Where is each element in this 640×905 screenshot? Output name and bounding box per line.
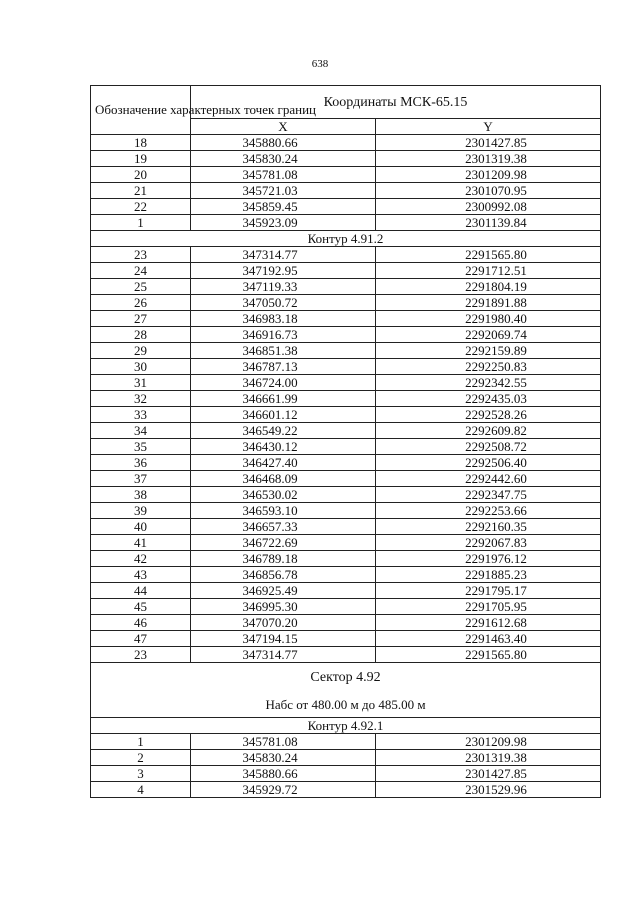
table-row (91, 647, 601, 663)
y-coordinate: 2301319.38 (376, 750, 601, 766)
table-row (91, 615, 601, 631)
sector-title-row (91, 663, 601, 692)
y-coordinate: 2301209.98 (376, 167, 601, 183)
y-coordinate: 2291885.23 (376, 567, 601, 583)
point-number: 25 (91, 279, 191, 295)
x-coordinate: 347070.20 (191, 615, 376, 631)
sector-height-range-row (91, 691, 601, 718)
table-row (91, 343, 601, 359)
table-row (91, 263, 601, 279)
point-number: 27 (91, 311, 191, 327)
x-coordinate: 346657.33 (191, 519, 376, 535)
y-coordinate: 2300992.08 (376, 199, 601, 215)
y-coordinate: 2292609.82 (376, 423, 601, 439)
point-number: 19 (91, 151, 191, 167)
point-number: 1 (91, 215, 191, 231)
point-number: 30 (91, 359, 191, 375)
y-coordinate: 2301427.85 (376, 135, 601, 151)
x-coordinate: 345923.09 (191, 215, 376, 231)
table-row (91, 750, 601, 766)
contour-heading-row (91, 718, 601, 734)
x-coordinate: 346851.38 (191, 343, 376, 359)
point-number: 29 (91, 343, 191, 359)
coordinates-system-header: Координаты МСК-65.15 (191, 86, 601, 119)
y-coordinate: 2291795.17 (376, 583, 601, 599)
table-row (91, 151, 601, 167)
table-header-row (91, 86, 601, 119)
x-coordinate: 346787.13 (191, 359, 376, 375)
table-row (91, 503, 601, 519)
x-coordinate: 345929.72 (191, 782, 376, 798)
point-number: 22 (91, 199, 191, 215)
table-row (91, 359, 601, 375)
y-coordinate: 2291565.80 (376, 247, 601, 263)
table-row (91, 199, 601, 215)
table-row (91, 423, 601, 439)
point-number: 26 (91, 295, 191, 311)
y-coordinate: 2292069.74 (376, 327, 601, 343)
table-row (91, 734, 601, 750)
x-coordinate: 346661.99 (191, 391, 376, 407)
x-coordinate: 345880.66 (191, 766, 376, 782)
y-coordinate: 2291463.40 (376, 631, 601, 647)
table-row (91, 391, 601, 407)
x-coordinate: 346593.10 (191, 503, 376, 519)
contour-heading: Контур 4.92.1 (91, 718, 601, 734)
x-coordinate: 347194.15 (191, 631, 376, 647)
y-coordinate: 2292160.35 (376, 519, 601, 535)
x-coordinate: 346789.18 (191, 551, 376, 567)
point-number: 42 (91, 551, 191, 567)
table-row (91, 782, 601, 798)
point-number: 43 (91, 567, 191, 583)
point-number: 1 (91, 734, 191, 750)
table-row (91, 766, 601, 782)
x-coordinate: 345721.03 (191, 183, 376, 199)
table-row (91, 183, 601, 199)
y-coordinate: 2301319.38 (376, 151, 601, 167)
table-row (91, 519, 601, 535)
table-row (91, 487, 601, 503)
y-coordinate: 2292435.03 (376, 391, 601, 407)
page-number: 638 (311, 58, 329, 70)
table-row (91, 551, 601, 567)
x-coordinate: 346925.49 (191, 583, 376, 599)
table-row (91, 455, 601, 471)
x-coordinate: 346983.18 (191, 311, 376, 327)
point-number: 21 (91, 183, 191, 199)
table-row (91, 599, 601, 615)
point-designation-header: Обозначение характерных точек границ (91, 86, 191, 135)
y-coordinate: 2301070.95 (376, 183, 601, 199)
y-coordinate: 2291980.40 (376, 311, 601, 327)
y-coordinate: 2291565.80 (376, 647, 601, 663)
x-coordinate: 346856.78 (191, 567, 376, 583)
x-coordinate: 346427.40 (191, 455, 376, 471)
contour-heading-row (91, 231, 601, 247)
point-number: 28 (91, 327, 191, 343)
contour-heading: Контур 4.91.2 (91, 231, 601, 247)
x-coordinate: 347192.95 (191, 263, 376, 279)
y-coordinate: 2291891.88 (376, 295, 601, 311)
table-row (91, 215, 601, 231)
y-coordinate: 2292067.83 (376, 535, 601, 551)
x-coordinate: 346549.22 (191, 423, 376, 439)
x-coordinate: 347050.72 (191, 295, 376, 311)
x-coordinate: 345830.24 (191, 151, 376, 167)
table-row (91, 327, 601, 343)
x-coordinate: 346724.00 (191, 375, 376, 391)
x-coordinate: 347314.77 (191, 647, 376, 663)
point-number: 4 (91, 782, 191, 798)
x-coordinate: 346722.69 (191, 535, 376, 551)
y-coordinate: 2291976.12 (376, 551, 601, 567)
point-number: 35 (91, 439, 191, 455)
table-row (91, 583, 601, 599)
point-number: 23 (91, 247, 191, 263)
y-coordinate: 2292528.26 (376, 407, 601, 423)
point-number: 34 (91, 423, 191, 439)
y-coordinate: 2291804.19 (376, 279, 601, 295)
point-number: 23 (91, 647, 191, 663)
x-coordinate: 345880.66 (191, 135, 376, 151)
x-coordinate: 347314.77 (191, 247, 376, 263)
table-row (91, 295, 601, 311)
point-number: 24 (91, 263, 191, 279)
y-coordinate: 2301529.96 (376, 782, 601, 798)
x-coordinate: 347119.33 (191, 279, 376, 295)
table-row (91, 567, 601, 583)
point-number: 45 (91, 599, 191, 615)
point-number: 37 (91, 471, 191, 487)
y-coordinate: 2292159.89 (376, 343, 601, 359)
point-number: 39 (91, 503, 191, 519)
y-coordinate: 2291612.68 (376, 615, 601, 631)
x-column-header: X (191, 119, 376, 135)
table-row (91, 535, 601, 551)
point-number: 44 (91, 583, 191, 599)
table-row (91, 631, 601, 647)
table-row (91, 247, 601, 263)
x-coordinate: 346916.73 (191, 327, 376, 343)
table-row (91, 135, 601, 151)
y-coordinate: 2292347.75 (376, 487, 601, 503)
x-coordinate: 346430.12 (191, 439, 376, 455)
y-coordinate: 2292342.55 (376, 375, 601, 391)
x-coordinate: 346530.02 (191, 487, 376, 503)
point-number: 38 (91, 487, 191, 503)
point-number: 18 (91, 135, 191, 151)
y-coordinate: 2292506.40 (376, 455, 601, 471)
point-number: 32 (91, 391, 191, 407)
table-row (91, 439, 601, 455)
table-row (91, 407, 601, 423)
point-number: 31 (91, 375, 191, 391)
point-number: 46 (91, 615, 191, 631)
point-number: 40 (91, 519, 191, 535)
x-coordinate: 346468.09 (191, 471, 376, 487)
x-coordinate: 346601.12 (191, 407, 376, 423)
y-coordinate: 2292253.66 (376, 503, 601, 519)
y-coordinate: 2292442.60 (376, 471, 601, 487)
y-coordinate: 2301139.84 (376, 215, 601, 231)
point-number: 36 (91, 455, 191, 471)
coordinates-table (90, 85, 601, 798)
point-number: 2 (91, 750, 191, 766)
x-coordinate: 346995.30 (191, 599, 376, 615)
y-coordinate: 2292250.83 (376, 359, 601, 375)
table-row (91, 471, 601, 487)
y-coordinate: 2292508.72 (376, 439, 601, 455)
y-column-header: Y (376, 119, 601, 135)
x-coordinate: 345781.08 (191, 167, 376, 183)
table-row (91, 167, 601, 183)
sector-title: Сектор 4.92 (91, 663, 601, 692)
point-number: 20 (91, 167, 191, 183)
table-row (91, 375, 601, 391)
point-number: 47 (91, 631, 191, 647)
y-coordinate: 2291705.95 (376, 599, 601, 615)
x-coordinate: 345830.24 (191, 750, 376, 766)
point-number: 41 (91, 535, 191, 551)
x-coordinate: 345781.08 (191, 734, 376, 750)
table-row (91, 311, 601, 327)
sector-height-range: Набс от 480.00 м до 485.00 м (91, 691, 601, 718)
point-number: 33 (91, 407, 191, 423)
y-coordinate: 2291712.51 (376, 263, 601, 279)
y-coordinate: 2301209.98 (376, 734, 601, 750)
x-coordinate: 345859.45 (191, 199, 376, 215)
point-number: 3 (91, 766, 191, 782)
y-coordinate: 2301427.85 (376, 766, 601, 782)
table-row (91, 279, 601, 295)
